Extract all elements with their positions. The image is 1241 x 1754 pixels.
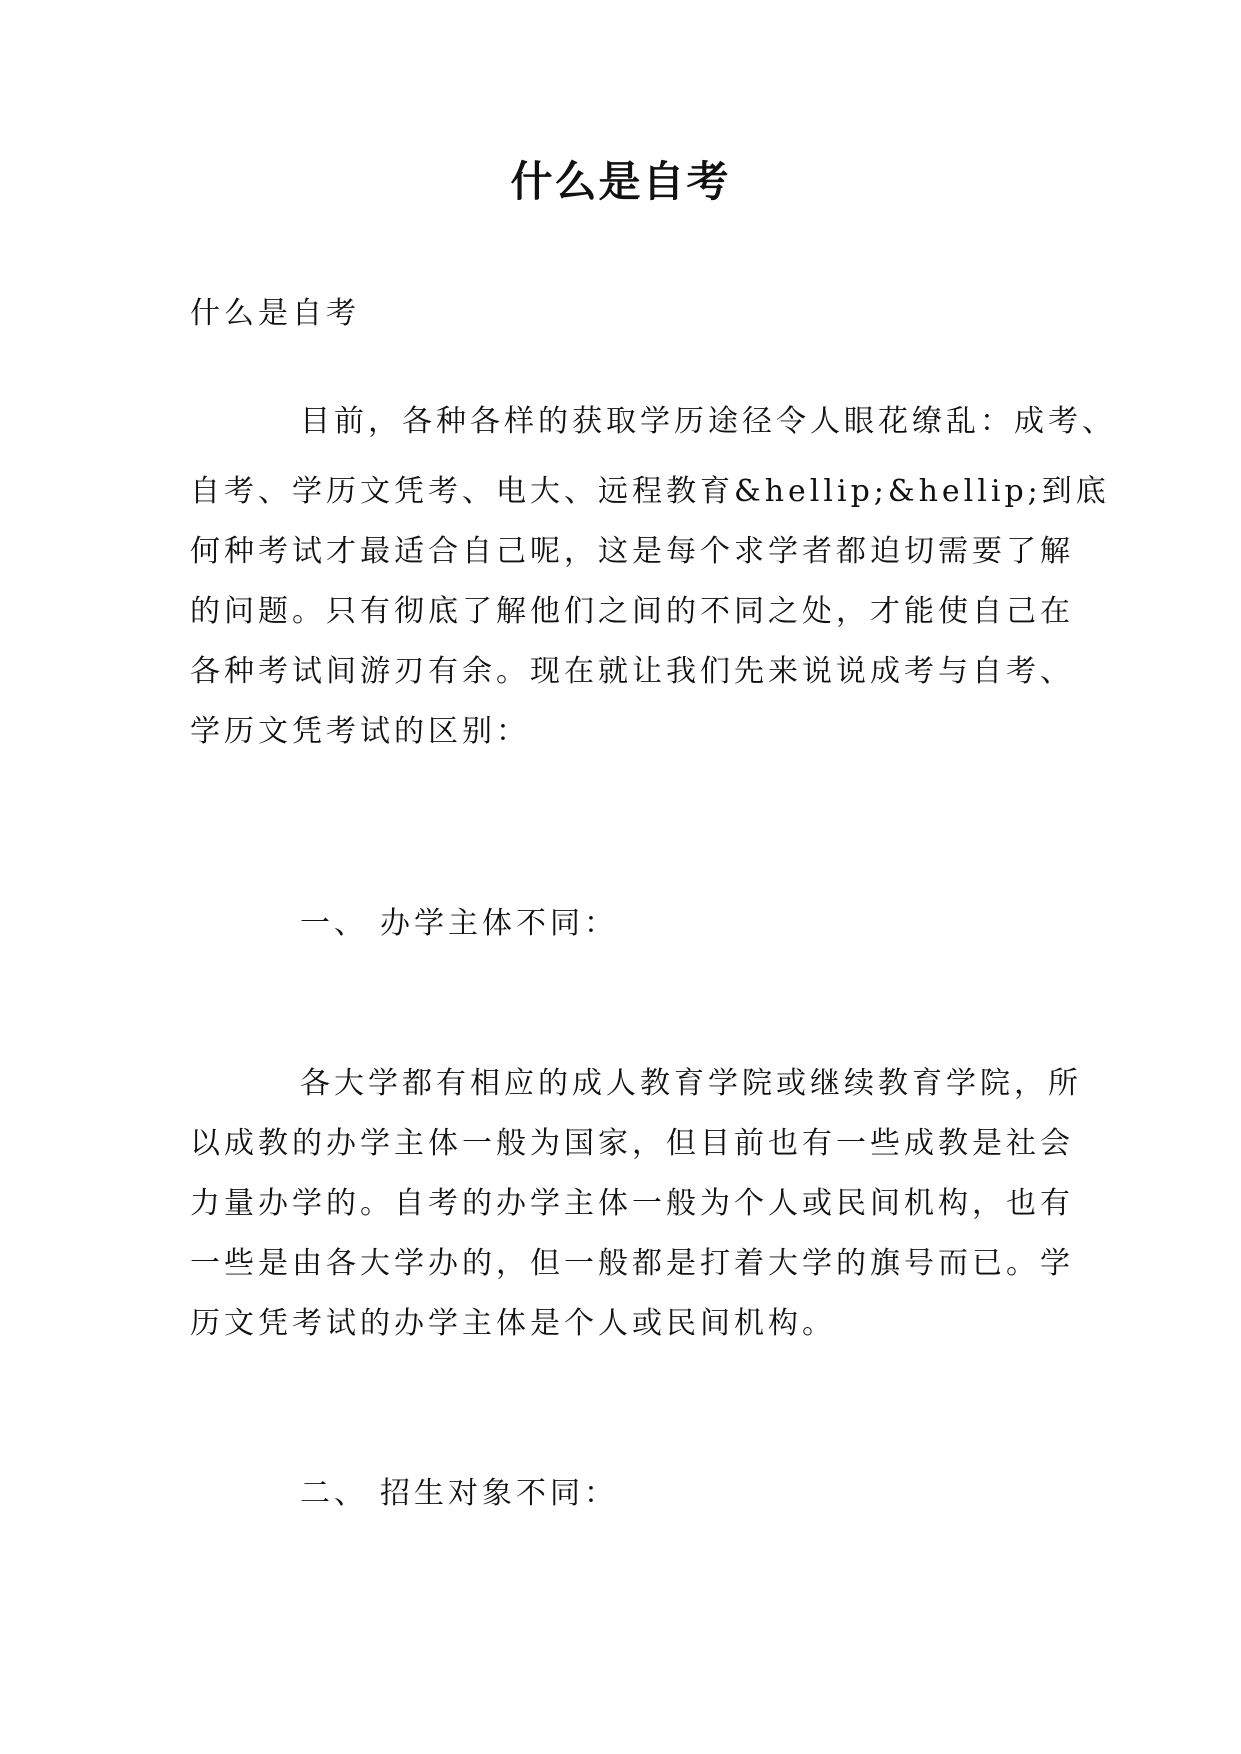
section-body-line: 一些是由各大学办的，但一般都是打着大学的旗号而已。学 (190, 1246, 1074, 1281)
intro-line: 各种考试间游刃有余。现在就让我们先来说说成考与自考、 (190, 654, 1074, 689)
section-heading: 办学主体不同： (380, 906, 618, 941)
intro-line: 自考、学历文凭考、电大、远程教育&hellip;&hellip;到底 (190, 474, 1110, 509)
document-title: 什么是自考 (510, 157, 731, 206)
section-body-line: 以成教的办学主体一般为国家，但目前也有一些成教是社会 (190, 1126, 1074, 1161)
section-body-line: 力量办学的。自考的办学主体一般为个人或民间机构，也有 (190, 1186, 1074, 1221)
intro-line: 目前，各种各样的获取学历途径令人眼花缭乱：成考、 (300, 404, 1116, 439)
section-number: 一、 (300, 906, 368, 941)
section-body-line: 各大学都有相应的成人教育学院或继续教育学院，所 (300, 1066, 1082, 1101)
intro-line: 何种考试才最适合自己呢，这是每个求学者都迫切需要了解 (190, 534, 1074, 569)
section-heading: 招生对象不同： (380, 1476, 618, 1511)
intro-line: 的问题。只有彻底了解他们之间的不同之处，才能使自己在 (190, 594, 1074, 629)
document-subtitle: 什么是自考 (190, 296, 360, 331)
intro-line: 学历文凭考试的区别： (190, 714, 530, 749)
section-number: 二、 (300, 1476, 368, 1511)
section-body-line: 历文凭考试的办学主体是个人或民间机构。 (190, 1306, 836, 1341)
